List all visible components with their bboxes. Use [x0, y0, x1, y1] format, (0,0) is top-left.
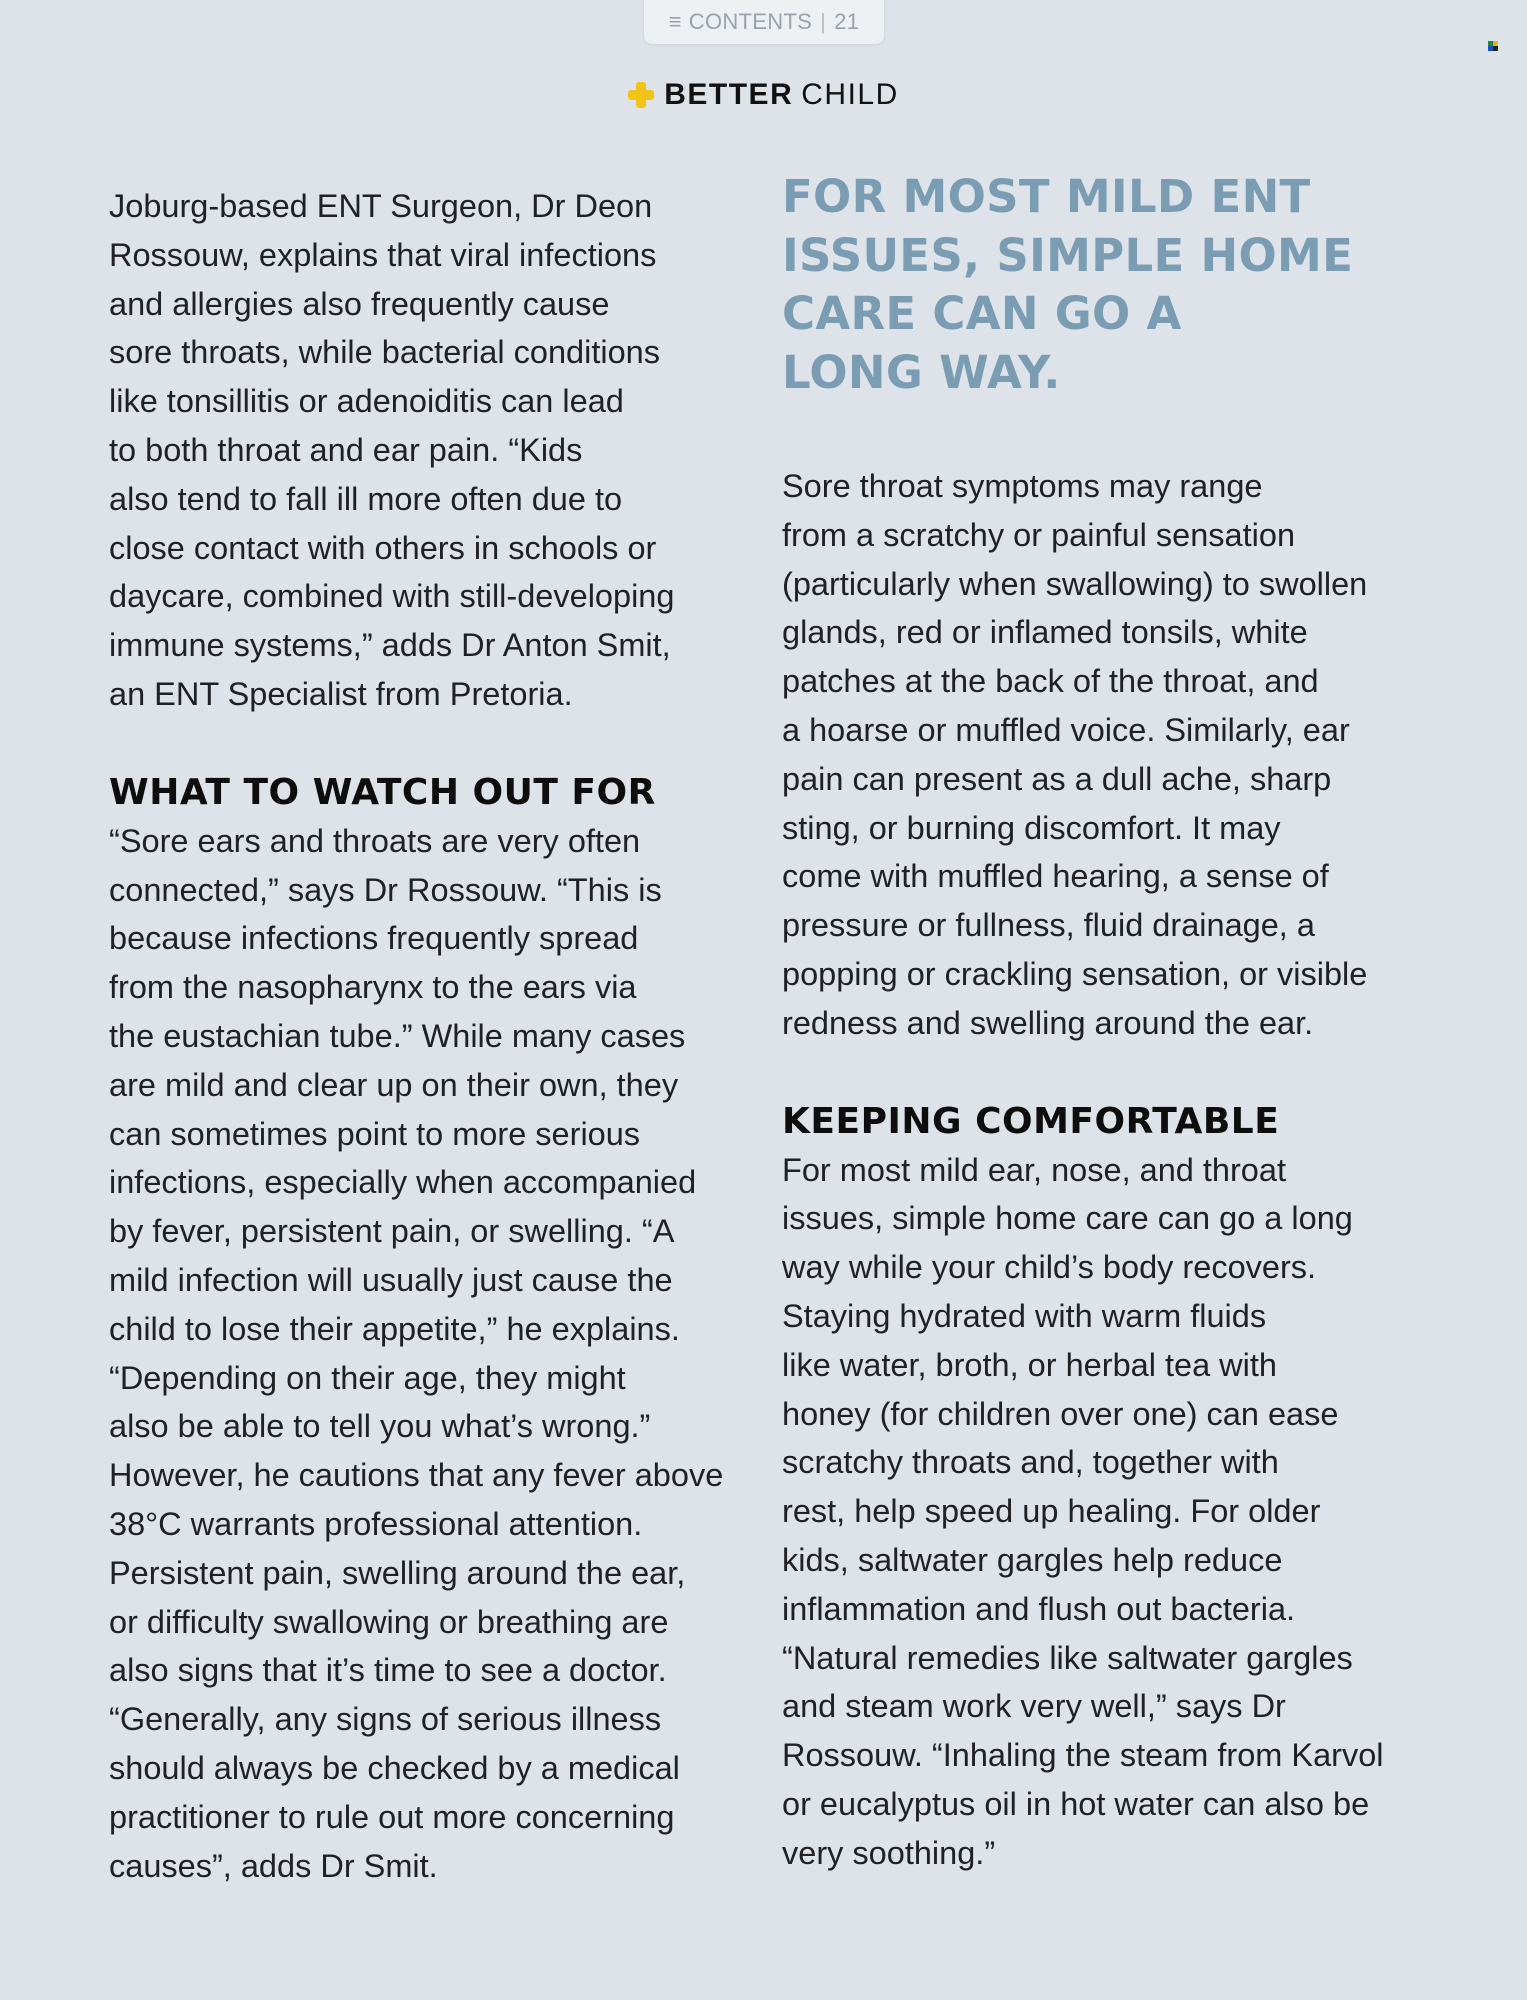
contents-label: CONTENTS [688, 9, 813, 34]
keeping-comfortable-paragraph: For most mild ear, nose, and throat issues, simple home care can go a long way while your child’s body recovers. Staying hydrated with warm fluids like water, broth, or herbal tea with honey (for children over one) can ease scratchy throats and, together with rest, help speed up healing. For older kids, saltwater gargles help reduce inflammation and flush out bacteria. “Natural remedies like saltwater gargles and steam work very well,” says Dr Rossouw. “Inhaling the steam from Karvol or eucalyptus oil in hot water can also be very soothing.” [782, 1151, 1384, 1871]
corner-marker-icon [1488, 41, 1498, 51]
right-column [782, 168, 1422, 1878]
contents-tab[interactable] [644, 0, 884, 44]
brand-bold: BETTER [664, 78, 794, 111]
masthead [0, 78, 1527, 112]
tab-divider: | [820, 9, 827, 34]
menu-icon: ≡ [668, 9, 682, 34]
section-heading-keeping-comfortable: KEEPING COMFORTABLE [782, 1100, 1280, 1142]
left-column [109, 182, 749, 1890]
section-heading-watch-out: WHAT TO WATCH OUT FOR [109, 771, 656, 813]
cross-icon [628, 82, 654, 108]
symptoms-paragraph: Sore throat symptoms may range from a scratchy or painful sensation (particularly when swallowing) to swollen glands, red or inflamed tonsils, white patches at the back of the throat, and a hoarse or muffled voice. Similarly, ear pain can present as a dull ache, sharp sting, or burning discomfort. It may come with muffled hearing, a sense of pressure or fullness, fluid drainage, a popping or crackling sensation, or visible redness and swelling around the ear. [782, 468, 1368, 1041]
pull-quote: FOR MOST MILD ENT ISSUES, SIMPLE HOME CARE CAN GO A LONG WAY. [782, 170, 1354, 399]
brand-light: CHILD [801, 78, 899, 111]
watch-out-paragraph: “Sore ears and throats are very often connected,” says Dr Rossouw. “This is because infections frequently spread from the nasopharynx to the ears via the eustachian tube.” While many cases are mild and clear up on their own, they can sometimes point to more serious infections, especially when accompanied by fever, persistent pain, or swelling. “A mild infection will usually just cause the child to lose their appetite,” he explains. “Depending on their age, they might also be able to tell you what’s wrong.” However, he cautions that any fever above 38°C warrants professional attention. Persistent pain, swelling around the ear, or difficulty swallowing or breathing are also signs that it’s time to see a doctor. “Generally, any signs of serious illness should always be checked by a medical practitioner to rule out more concerning causes”, adds Dr Smit. [109, 822, 724, 1884]
intro-paragraph: Joburg-based ENT Surgeon, Dr Deon Rossouw, explains that viral infections and allergies also frequently cause sore throats, while bacterial conditions like tonsillitis or adenoiditis can lead to both throat and ear pain. “Kids also tend to fall ill more often due to close contact with others in schools or daycare, combined with still-developing immune systems,” adds Dr Anton Smit, an ENT Specialist from Pretoria. [109, 188, 675, 712]
page-number: 21 [834, 9, 860, 34]
